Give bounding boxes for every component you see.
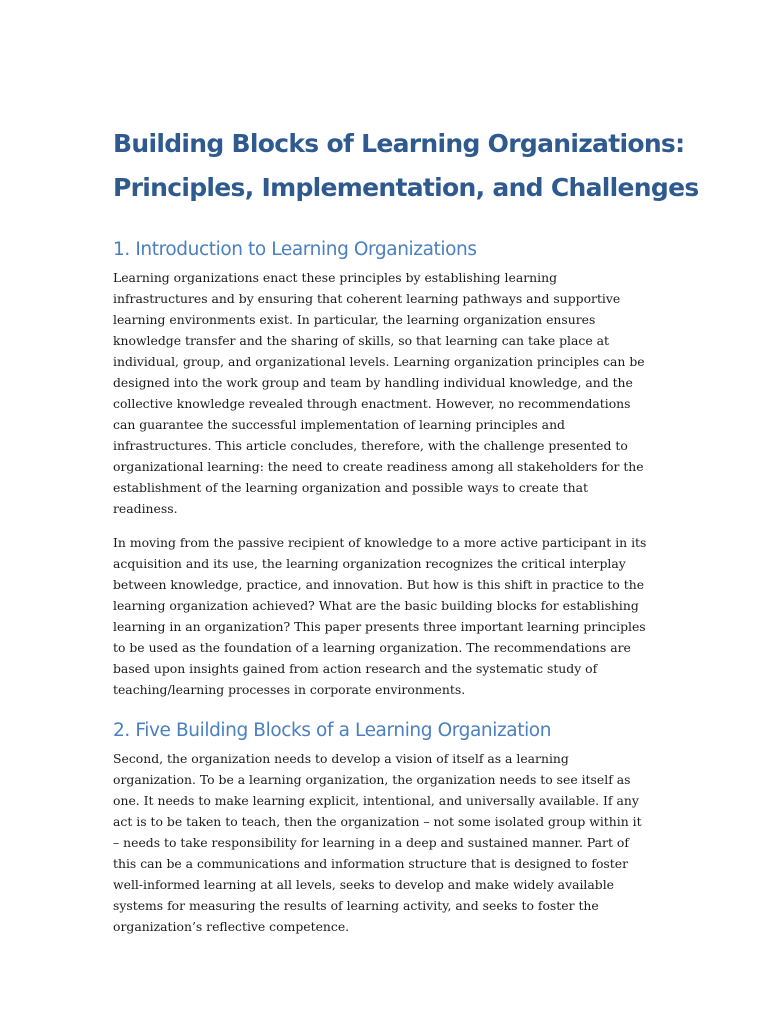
text-line: individual, group, and organizational levels. Learning organization principles can be (113, 354, 645, 369)
text-line: one. It needs to make learning explicit, intentional, and universally available. If any (113, 793, 639, 808)
text-line: – needs to take responsibility for learning in a deep and sustained manner. Part of (113, 835, 629, 850)
text-line: establishment of the learning organization and possible ways to create that (113, 480, 589, 495)
text-line: collective knowledge revealed through enactment. However, no recommendations (113, 396, 631, 411)
text-line: organization’s reflective competence. (113, 919, 350, 934)
text-line: organization. To be a learning organization, the organization needs to see itself as (113, 772, 631, 787)
text-line: can guarantee the successful implementation of learning principles and (113, 417, 565, 432)
document-title (113, 122, 699, 210)
text-line: this can be a communications and information structure that is designed to foster (113, 856, 629, 871)
text-line: infrastructures and by ensuring that coherent learning pathways and supportive (113, 291, 621, 306)
text-line: learning environments exist. In particular, the learning organization ensures (113, 312, 596, 327)
text-line: learning organization achieved? What are the basic building blocks for establishing (113, 598, 639, 613)
text-line: to be used as the foundation of a learning organization. The recommendations are (113, 640, 631, 655)
text-line: Second, the organization needs to develop a vision of itself as a learning (113, 751, 569, 766)
text-line: In moving from the passive recipient of knowledge to a more active participant in its (113, 535, 647, 550)
section-heading-building-blocks: 2. Five Building Blocks of a Learning Organization (113, 720, 552, 741)
text-line: designed into the work group and team by handling individual knowledge, and the (113, 375, 633, 390)
paragraph (113, 748, 658, 937)
title-line: Building Blocks of Learning Organizations: (113, 129, 685, 158)
text-line: organizational learning: the need to create readiness among all stakeholders for the (113, 459, 644, 474)
text-line: between knowledge, practice, and innovation. But how is this shift in practice to the (113, 577, 645, 592)
text-line: teaching/learning processes in corporate environments. (113, 682, 466, 697)
title-line: Principles, Implementation, and Challenges (113, 173, 699, 202)
text-line: readiness. (113, 501, 178, 516)
text-line: act is to be taken to teach, then the organization – not some isolated group within it (113, 814, 642, 829)
paragraph (113, 532, 658, 700)
text-line: based upon insights gained from action research and the systematic study of (113, 661, 598, 676)
paragraph (113, 267, 658, 519)
text-line: learning in an organization? This paper presents three important learning principles (113, 619, 646, 634)
section-heading-introduction: 1. Introduction to Learning Organizations (113, 239, 477, 260)
document-body (113, 122, 699, 937)
text-line: systems for measuring the results of learning activity, and seeks to foster the (113, 898, 599, 913)
text-line: well-informed learning at all levels, seeks to develop and make widely available (113, 877, 614, 892)
text-line: knowledge transfer and the sharing of skills, so that learning can take place at (113, 333, 609, 348)
text-line: infrastructures. This article concludes, therefore, with the challenge presented to (113, 438, 628, 453)
text-line: Learning organizations enact these principles by establishing learning (113, 270, 558, 285)
text-line: acquisition and its use, the learning organization recognizes the critical interplay (113, 556, 626, 571)
